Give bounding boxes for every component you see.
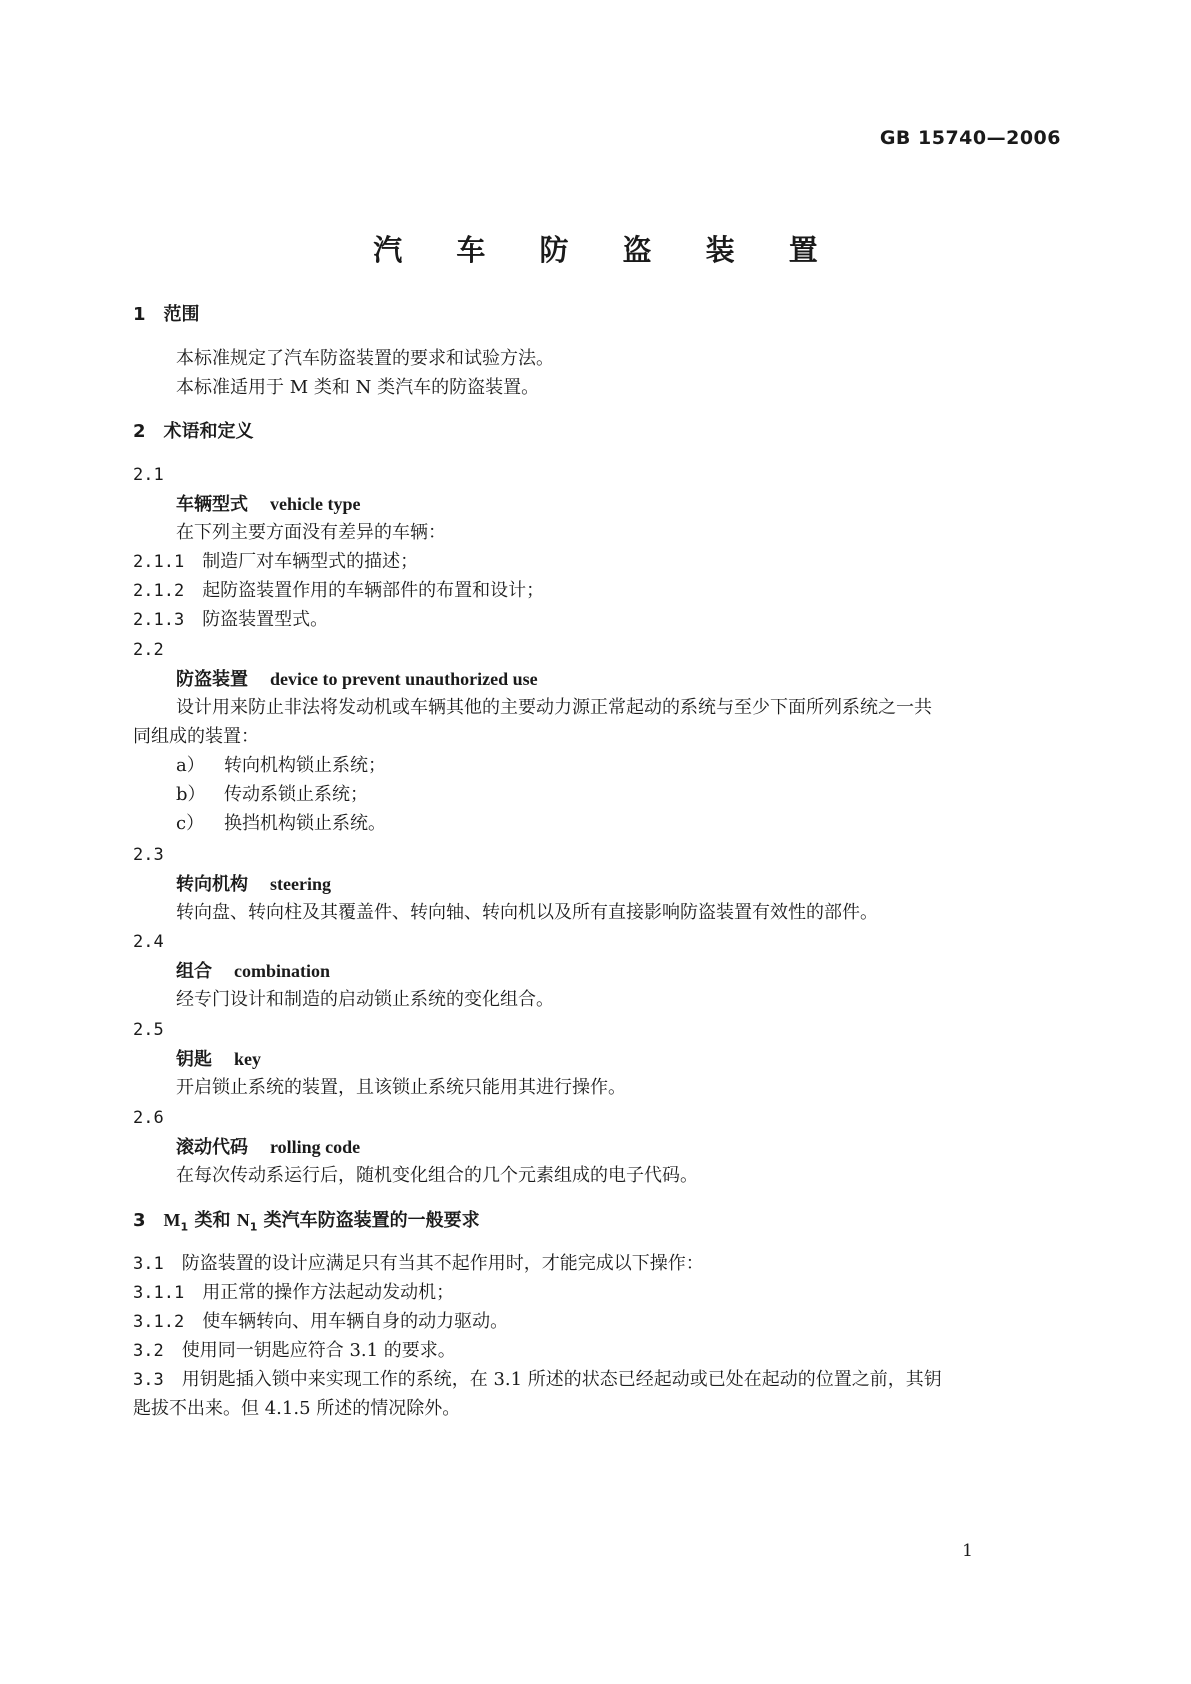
standard-number: GB 15740—2006 bbox=[879, 127, 1061, 149]
term-en: rolling code bbox=[270, 1137, 361, 1157]
definition: 设计用来防止非法将发动机或车辆其他的主要动力源正常起动的系统与至少下面所列系统之一共 bbox=[176, 697, 932, 718]
term-zh: 转向机构 bbox=[176, 874, 248, 895]
list-item bbox=[133, 577, 544, 605]
section-title: 术语和定义 bbox=[163, 421, 254, 442]
item-label: a） bbox=[176, 755, 205, 776]
definition: 在下列主要方面没有差异的车辆： bbox=[176, 522, 446, 543]
section-number: 1 bbox=[133, 304, 146, 325]
item-number: 2.1.3 bbox=[133, 610, 185, 630]
section-title-part: 类汽车防盗装置的一般要求 bbox=[257, 1210, 480, 1231]
term-en: key bbox=[234, 1049, 261, 1069]
definition: 转向盘、转向柱及其覆盖件、转向轴、转向机以及所有直接影响防盗装置有效性的部件。 bbox=[176, 902, 878, 923]
term-heading bbox=[176, 490, 360, 519]
item-number: 2.1.2 bbox=[133, 581, 185, 601]
term-heading bbox=[176, 665, 538, 694]
term-zh: 钥匙 bbox=[176, 1049, 212, 1070]
clause-number: 2.2 bbox=[133, 640, 164, 660]
clause-text: 使车辆转向、用车辆自身的动力驱动。 bbox=[202, 1311, 509, 1332]
term-heading bbox=[176, 957, 330, 986]
item-number: 2.1.1 bbox=[133, 552, 185, 572]
clause-text: 使用同一钥匙应符合 3.1 的要求。 bbox=[181, 1340, 456, 1361]
list-item bbox=[176, 752, 386, 780]
item-label: b） bbox=[176, 784, 206, 805]
clause-number: 2.4 bbox=[133, 932, 164, 952]
clause-number: 2.1 bbox=[133, 465, 164, 485]
clause bbox=[133, 1366, 942, 1394]
item-text: 转向机构锁止系统； bbox=[224, 755, 386, 776]
term-zh: 车辆型式 bbox=[176, 494, 248, 515]
term-zh: 滚动代码 bbox=[176, 1137, 248, 1158]
clause-number: 3.1.1 bbox=[133, 1283, 185, 1303]
clause-number: 2.5 bbox=[133, 1020, 164, 1040]
term-en: combination bbox=[234, 961, 331, 981]
term-en: device to prevent unauthorized use bbox=[270, 669, 538, 689]
clause-continuation: 匙拔不出来。但 4.1.5 所述的情况除外。 bbox=[133, 1398, 461, 1419]
subscript: 1 bbox=[180, 1220, 189, 1234]
clause-number: 3.2 bbox=[133, 1341, 164, 1361]
item-text: 换挡机构锁止系统。 bbox=[224, 813, 386, 834]
clause bbox=[133, 1308, 508, 1336]
page-title: 汽 车 防 盗 装 置 bbox=[373, 233, 840, 267]
paragraph: 本标准适用于 M 类和 N 类汽车的防盗装置。 bbox=[176, 377, 540, 398]
clause bbox=[133, 1337, 456, 1365]
section-1-heading bbox=[133, 301, 200, 329]
section-title: 范围 bbox=[163, 304, 200, 325]
definition: 同组成的装置： bbox=[133, 726, 259, 747]
term-heading bbox=[176, 1045, 261, 1074]
clause-text: 用正常的操作方法起动发动机； bbox=[202, 1282, 455, 1303]
page-number: 1 bbox=[962, 1541, 973, 1561]
item-text: 防盗装置型式。 bbox=[202, 609, 329, 630]
section-title-part: 类和 bbox=[188, 1210, 237, 1231]
item-label: c） bbox=[176, 813, 205, 834]
clause bbox=[133, 1250, 704, 1278]
term-heading bbox=[176, 870, 331, 899]
term-en: steering bbox=[270, 874, 331, 894]
list-item bbox=[176, 781, 368, 809]
list-item bbox=[176, 810, 386, 838]
category-n: N bbox=[236, 1210, 250, 1230]
clause-number: 2.6 bbox=[133, 1108, 164, 1128]
clause-text: 用钥匙插入锁中来实现工作的系统，在 3.1 所述的状态已经起动或已处在起动的位置之前，其钥 bbox=[181, 1369, 942, 1390]
clause-number: 3.1 bbox=[133, 1254, 164, 1274]
list-item bbox=[133, 548, 418, 576]
term-zh: 组合 bbox=[176, 961, 212, 982]
paragraph: 本标准规定了汽车防盗装置的要求和试验方法。 bbox=[176, 348, 554, 369]
term-zh: 防盗装置 bbox=[176, 669, 248, 690]
clause-number: 3.3 bbox=[133, 1370, 164, 1390]
clause-number: 3.1.2 bbox=[133, 1312, 185, 1332]
term-en: vehicle type bbox=[270, 494, 361, 514]
section-number: 2 bbox=[133, 421, 146, 442]
clause bbox=[133, 1279, 454, 1307]
section-number: 3 bbox=[133, 1210, 146, 1231]
definition: 开启锁止系统的装置，且该锁止系统只能用其进行操作。 bbox=[176, 1077, 626, 1098]
item-text: 起防盗装置作用的车辆部件的布置和设计； bbox=[202, 580, 545, 601]
section-3-heading bbox=[133, 1206, 480, 1242]
item-text: 制造厂对车辆型式的描述； bbox=[202, 551, 419, 572]
item-text: 传动系锁止系统； bbox=[224, 784, 368, 805]
definition: 在每次传动系运行后，随机变化组合的几个元素组成的电子代码。 bbox=[176, 1165, 698, 1186]
list-item bbox=[133, 606, 328, 634]
category-m: M bbox=[163, 1210, 181, 1230]
subscript: 1 bbox=[249, 1220, 258, 1234]
section-2-heading bbox=[133, 418, 254, 446]
clause-number: 2.3 bbox=[133, 845, 164, 865]
definition: 经专门设计和制造的启动锁止系统的变化组合。 bbox=[176, 989, 554, 1010]
clause-text: 防盗装置的设计应满足只有当其不起作用时，才能完成以下操作： bbox=[181, 1253, 704, 1274]
term-heading bbox=[176, 1133, 360, 1162]
